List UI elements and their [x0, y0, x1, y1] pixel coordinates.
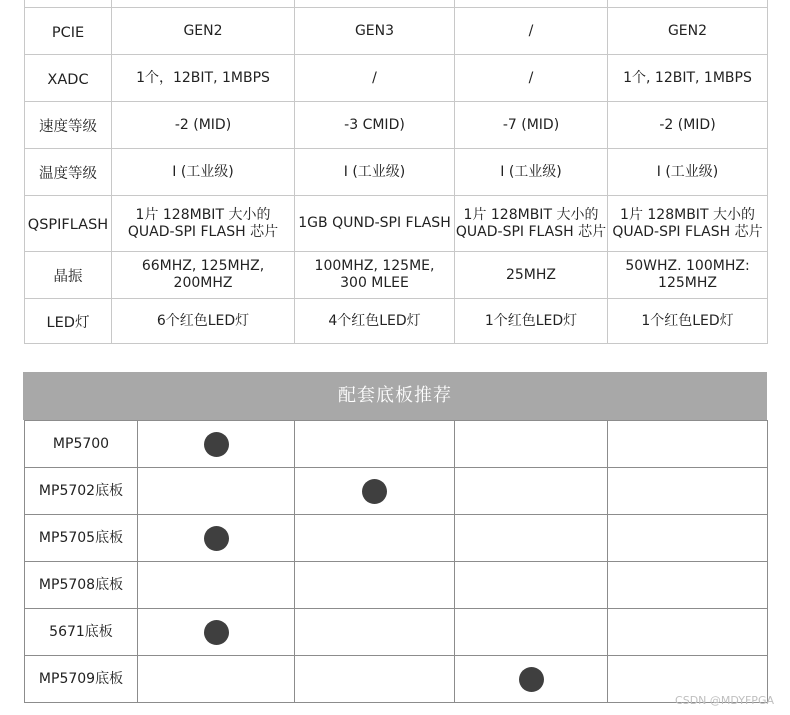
spec-row — [25, 0, 768, 8]
spec-row-label: 温度等级 — [25, 149, 112, 196]
board-compat-cell — [295, 562, 455, 609]
spec-row-label: XADC — [25, 55, 112, 102]
spec-cell — [455, 0, 608, 8]
spec-cell: I (工业级) — [455, 149, 608, 196]
board-row — [25, 468, 768, 515]
board-compat-cell — [295, 515, 455, 562]
board-compat-cell — [608, 468, 768, 515]
spec-row — [25, 149, 768, 196]
boards-table — [24, 420, 768, 703]
compatible-dot-icon — [204, 432, 229, 457]
board-compat-cell — [295, 421, 455, 468]
board-compat-cell — [608, 515, 768, 562]
board-row — [25, 609, 768, 656]
spec-row-label: LED灯 — [25, 299, 112, 344]
spec-row — [25, 55, 768, 102]
board-compat-cell — [138, 609, 295, 656]
spec-row — [25, 102, 768, 149]
spec-cell: 100MHZ, 125ME, 300 MLEE — [295, 252, 455, 299]
spec-cell: / — [295, 55, 455, 102]
spec-cell: I (工业级) — [608, 149, 768, 196]
spec-cell: -3 CMID) — [295, 102, 455, 149]
spec-cell: GEN2 — [608, 8, 768, 55]
compatible-dot-icon — [519, 667, 544, 692]
board-name: MP5709底板 — [25, 656, 138, 703]
spec-row-label: QSPIFLASH — [25, 196, 112, 252]
board-compat-cell — [295, 468, 455, 515]
spec-cell: I (工业级) — [112, 149, 295, 196]
board-compat-cell — [138, 562, 295, 609]
compatible-dot-icon — [204, 620, 229, 645]
board-compat-cell — [138, 468, 295, 515]
spec-cell: 6个红色LED灯 — [112, 299, 295, 344]
spec-row-label: 速度等级 — [25, 102, 112, 149]
spec-cell: 4个红色LED灯 — [295, 299, 455, 344]
spec-cell: / — [455, 8, 608, 55]
spec-cell: 1片 128MBIT 大小的 QUAD-SPI FLASH 芯片 — [112, 196, 295, 252]
board-compat-cell — [295, 609, 455, 656]
board-compat-cell — [608, 562, 768, 609]
spec-row — [25, 196, 768, 252]
spec-cell: 1个红色LED灯 — [608, 299, 768, 344]
board-compat-cell — [138, 515, 295, 562]
spec-cell: -2 (MID) — [608, 102, 768, 149]
watermark: CSDN @MDYFPGA — [675, 694, 774, 707]
board-compat-cell — [455, 421, 608, 468]
board-name: MP5705底板 — [25, 515, 138, 562]
board-compat-cell — [455, 515, 608, 562]
board-compat-cell — [138, 421, 295, 468]
spec-cell: 1个，12BIT, 1MBPS — [112, 55, 295, 102]
board-name: MP5700 — [25, 421, 138, 468]
spec-cell: 1片 128MBIT 大小的 QUAD-SPI FLASH 芯片 — [608, 196, 768, 252]
spec-cell: 1片 128MBIT 大小的 QUAD-SPI FLASH 芯片 — [455, 196, 608, 252]
spec-cell: 66MHZ, 125MHZ, 200MHZ — [112, 252, 295, 299]
spec-cell: -7 (MID) — [455, 102, 608, 149]
spec-cell — [295, 0, 455, 8]
board-compat-cell — [455, 656, 608, 703]
board-compat-cell — [608, 609, 768, 656]
spec-row — [25, 252, 768, 299]
spec-row-label: 晶振 — [25, 252, 112, 299]
spec-table — [24, 0, 768, 344]
board-compat-cell — [455, 609, 608, 656]
board-row — [25, 562, 768, 609]
board-row — [25, 656, 768, 703]
boards-section-title: 配套底板推荐 — [23, 372, 767, 420]
spec-cell: I (工业级) — [295, 149, 455, 196]
spec-cell: 1个, 12BIT, 1MBPS — [608, 55, 768, 102]
board-name: MP5708底板 — [25, 562, 138, 609]
spec-cell: 25MHZ — [455, 252, 608, 299]
board-name: 5671底板 — [25, 609, 138, 656]
spec-cell — [112, 0, 295, 8]
spec-cell: 1个红色LED灯 — [455, 299, 608, 344]
spec-row-label — [25, 0, 112, 8]
spec-row-label: PCIE — [25, 8, 112, 55]
board-row — [25, 421, 768, 468]
spec-cell: -2 (MID) — [112, 102, 295, 149]
spec-cell — [608, 0, 768, 8]
board-compat-cell — [138, 656, 295, 703]
spec-cell: 50WHZ. 100MHZ: 125MHZ — [608, 252, 768, 299]
board-compat-cell — [295, 656, 455, 703]
spec-cell: GEN2 — [112, 8, 295, 55]
board-compat-cell — [608, 421, 768, 468]
spec-row — [25, 8, 768, 55]
compatible-dot-icon — [204, 526, 229, 551]
spec-cell: / — [455, 55, 608, 102]
board-compat-cell — [455, 468, 608, 515]
spec-cell: 1GB QUND-SPI FLASH — [295, 196, 455, 252]
spec-cell: GEN3 — [295, 8, 455, 55]
board-row — [25, 515, 768, 562]
board-name: MP5702底板 — [25, 468, 138, 515]
board-compat-cell — [455, 562, 608, 609]
compatible-dot-icon — [362, 479, 387, 504]
spec-row — [25, 299, 768, 344]
